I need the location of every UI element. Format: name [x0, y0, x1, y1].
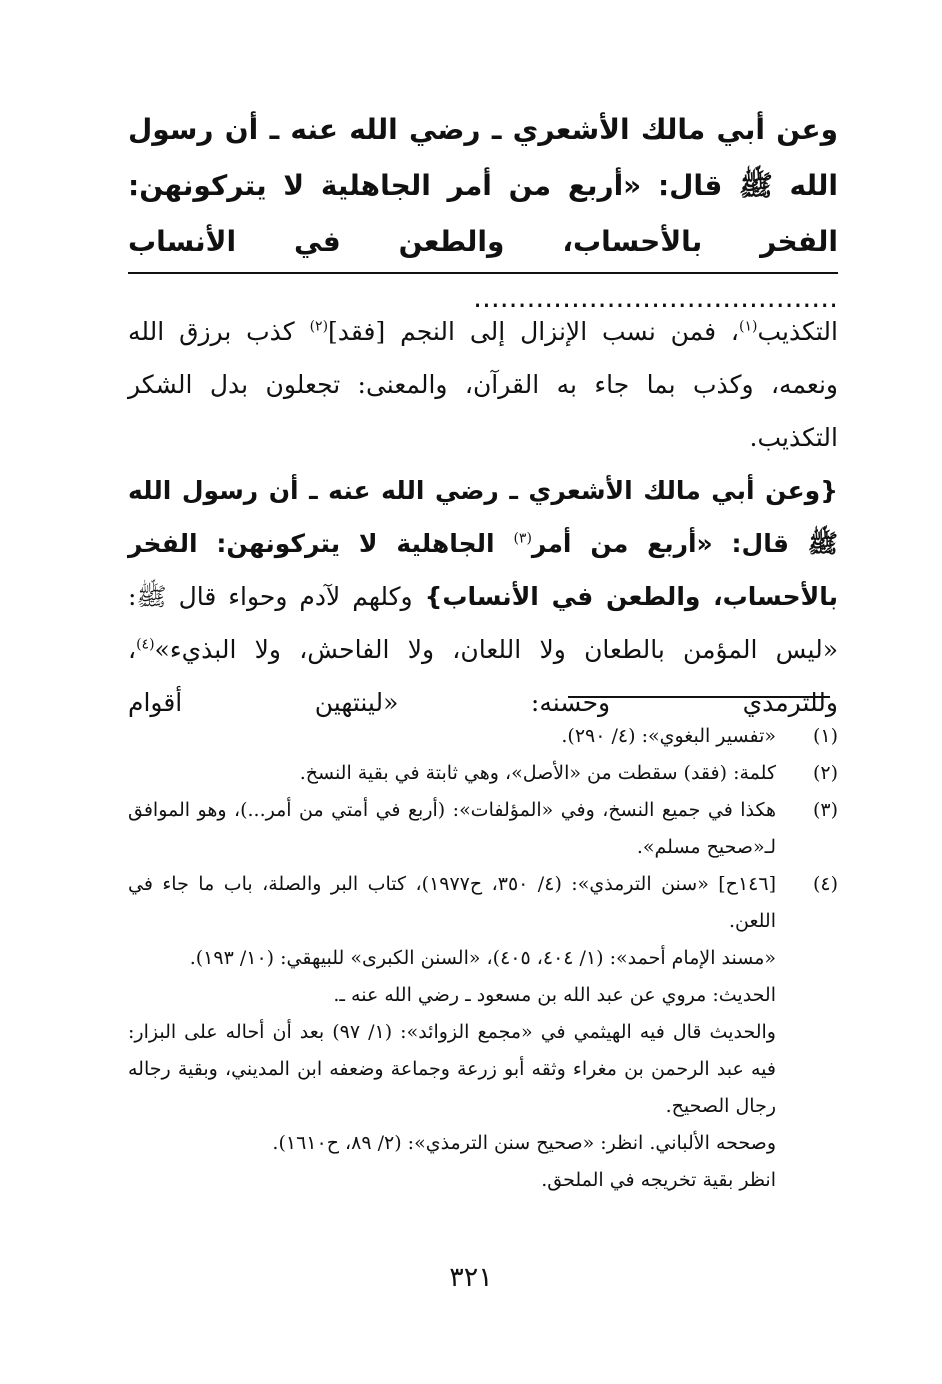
footnote-ref-2: (٢) [309, 318, 329, 335]
footnote-text: هكذا في جميع النسخ، وفي «المؤلفات»: (أربع في أمتي من أمر...)، وهو الموافق لـ«صحيح مسلم». [128, 799, 776, 858]
footnotes [128, 718, 838, 1199]
footnote-number: (٤) [812, 873, 838, 895]
footnote-number: (١) [812, 725, 838, 747]
footnote-item [128, 718, 838, 755]
footnote-ref-1: (١) [738, 318, 758, 335]
heading-dots: ......................................... [473, 281, 838, 314]
footnote-continuation: «مسند الإمام أحمد»: (١/ ٤٠٤، ٤٠٥)، «السنن الكبرى» للبيهقي: (١٠/ ١٩٣). [189, 947, 776, 969]
footnote-ref-4: (٤) [136, 636, 155, 653]
paragraph-hadith [128, 464, 838, 729]
heading-divider [128, 272, 838, 274]
footnote-text: «تفسير البغوي»: (٤/ ٢٩٠). [561, 725, 776, 747]
p1-text-c: كذب برزق الله ونعمه، وكذب بما جاء به القرآن، والمعنى: تجعلون بدل الشكر التكذيب. [128, 317, 838, 452]
footnote-item [128, 866, 838, 940]
p2-text-d: ، وللترمذي وحسنه: «لينتهين أقوام [128, 635, 838, 717]
main-text [128, 305, 838, 729]
p1-text-a: التكذيب [757, 317, 838, 346]
footnote-ref-3: (٣) [513, 530, 532, 547]
footnote-item [128, 792, 838, 866]
footnote-continuation: والحديث قال فيه الهيثمي في «مجمع الزوائد»: (١/ ٩٧) بعد أن أحاله على البزار: فيه عبد الرحمن بن مغراء وثقه أبو زرعة وجماعة وضعفه ابن المديني، وبقية رجاله رجال الصحيح. [128, 1021, 777, 1117]
p2-text-c: وكلهم لآدم وحواء قال ﷺ: «ليس المؤمن بالطعان ولا اللعان، ولا الفاحش، ولا البذيء» [128, 582, 838, 664]
paragraph-commentary [128, 305, 838, 464]
hadith-heading [128, 102, 838, 326]
footnote-text: [١٤٦ح] «سنن الترمذي»: (٤/ ٣٥٠، ح١٩٧٧)، كتاب البر والصلة، باب ما جاء في اللعن. [128, 873, 776, 932]
footnote-continuation: وصححه الألباني. انظر: «صحيح سنن الترمذي»: (٢/ ٨٩، ح١٦١٠). [272, 1132, 776, 1154]
footnote-item [128, 755, 838, 792]
footnote-divider [568, 696, 830, 698]
footnote-number: (٣) [812, 799, 838, 821]
p2-bold-b: الجاهلية لا يتركونهن: الفخر بالأحساب، والطعن في الأنساب} [128, 529, 838, 611]
footnote-number: (٢) [812, 762, 838, 784]
footnote-continuation: انظر بقية تخريجه في الملحق. [541, 1169, 776, 1191]
p1-text-b: ، فمن نسب الإنزال إلى النجم [فقد] [328, 317, 739, 346]
footnote-continuation: الحديث: مروي عن عبد الله بن مسعود ـ رضي الله عنه ـ. [333, 984, 776, 1006]
p2-bold-a: {وعن أبي مالك الأشعري ـ رضي الله عنه ـ أن رسول الله ﷺ قال: «أربع من أمر [128, 476, 838, 558]
page-number: ٣٢١ [449, 1262, 493, 1293]
footnote-text: كلمة: (فقد) سقطت من «الأصل»، وهي ثابتة في بقية النسخ. [299, 762, 776, 784]
heading-text: وعن أبي مالك الأشعري ـ رضي الله عنه ـ أن رسول الله ﷺ قال: «أربع من أمر الجاهلية لا يتركونهن: الفخر بالأحساب، والطعن في الأنساب [128, 113, 838, 258]
